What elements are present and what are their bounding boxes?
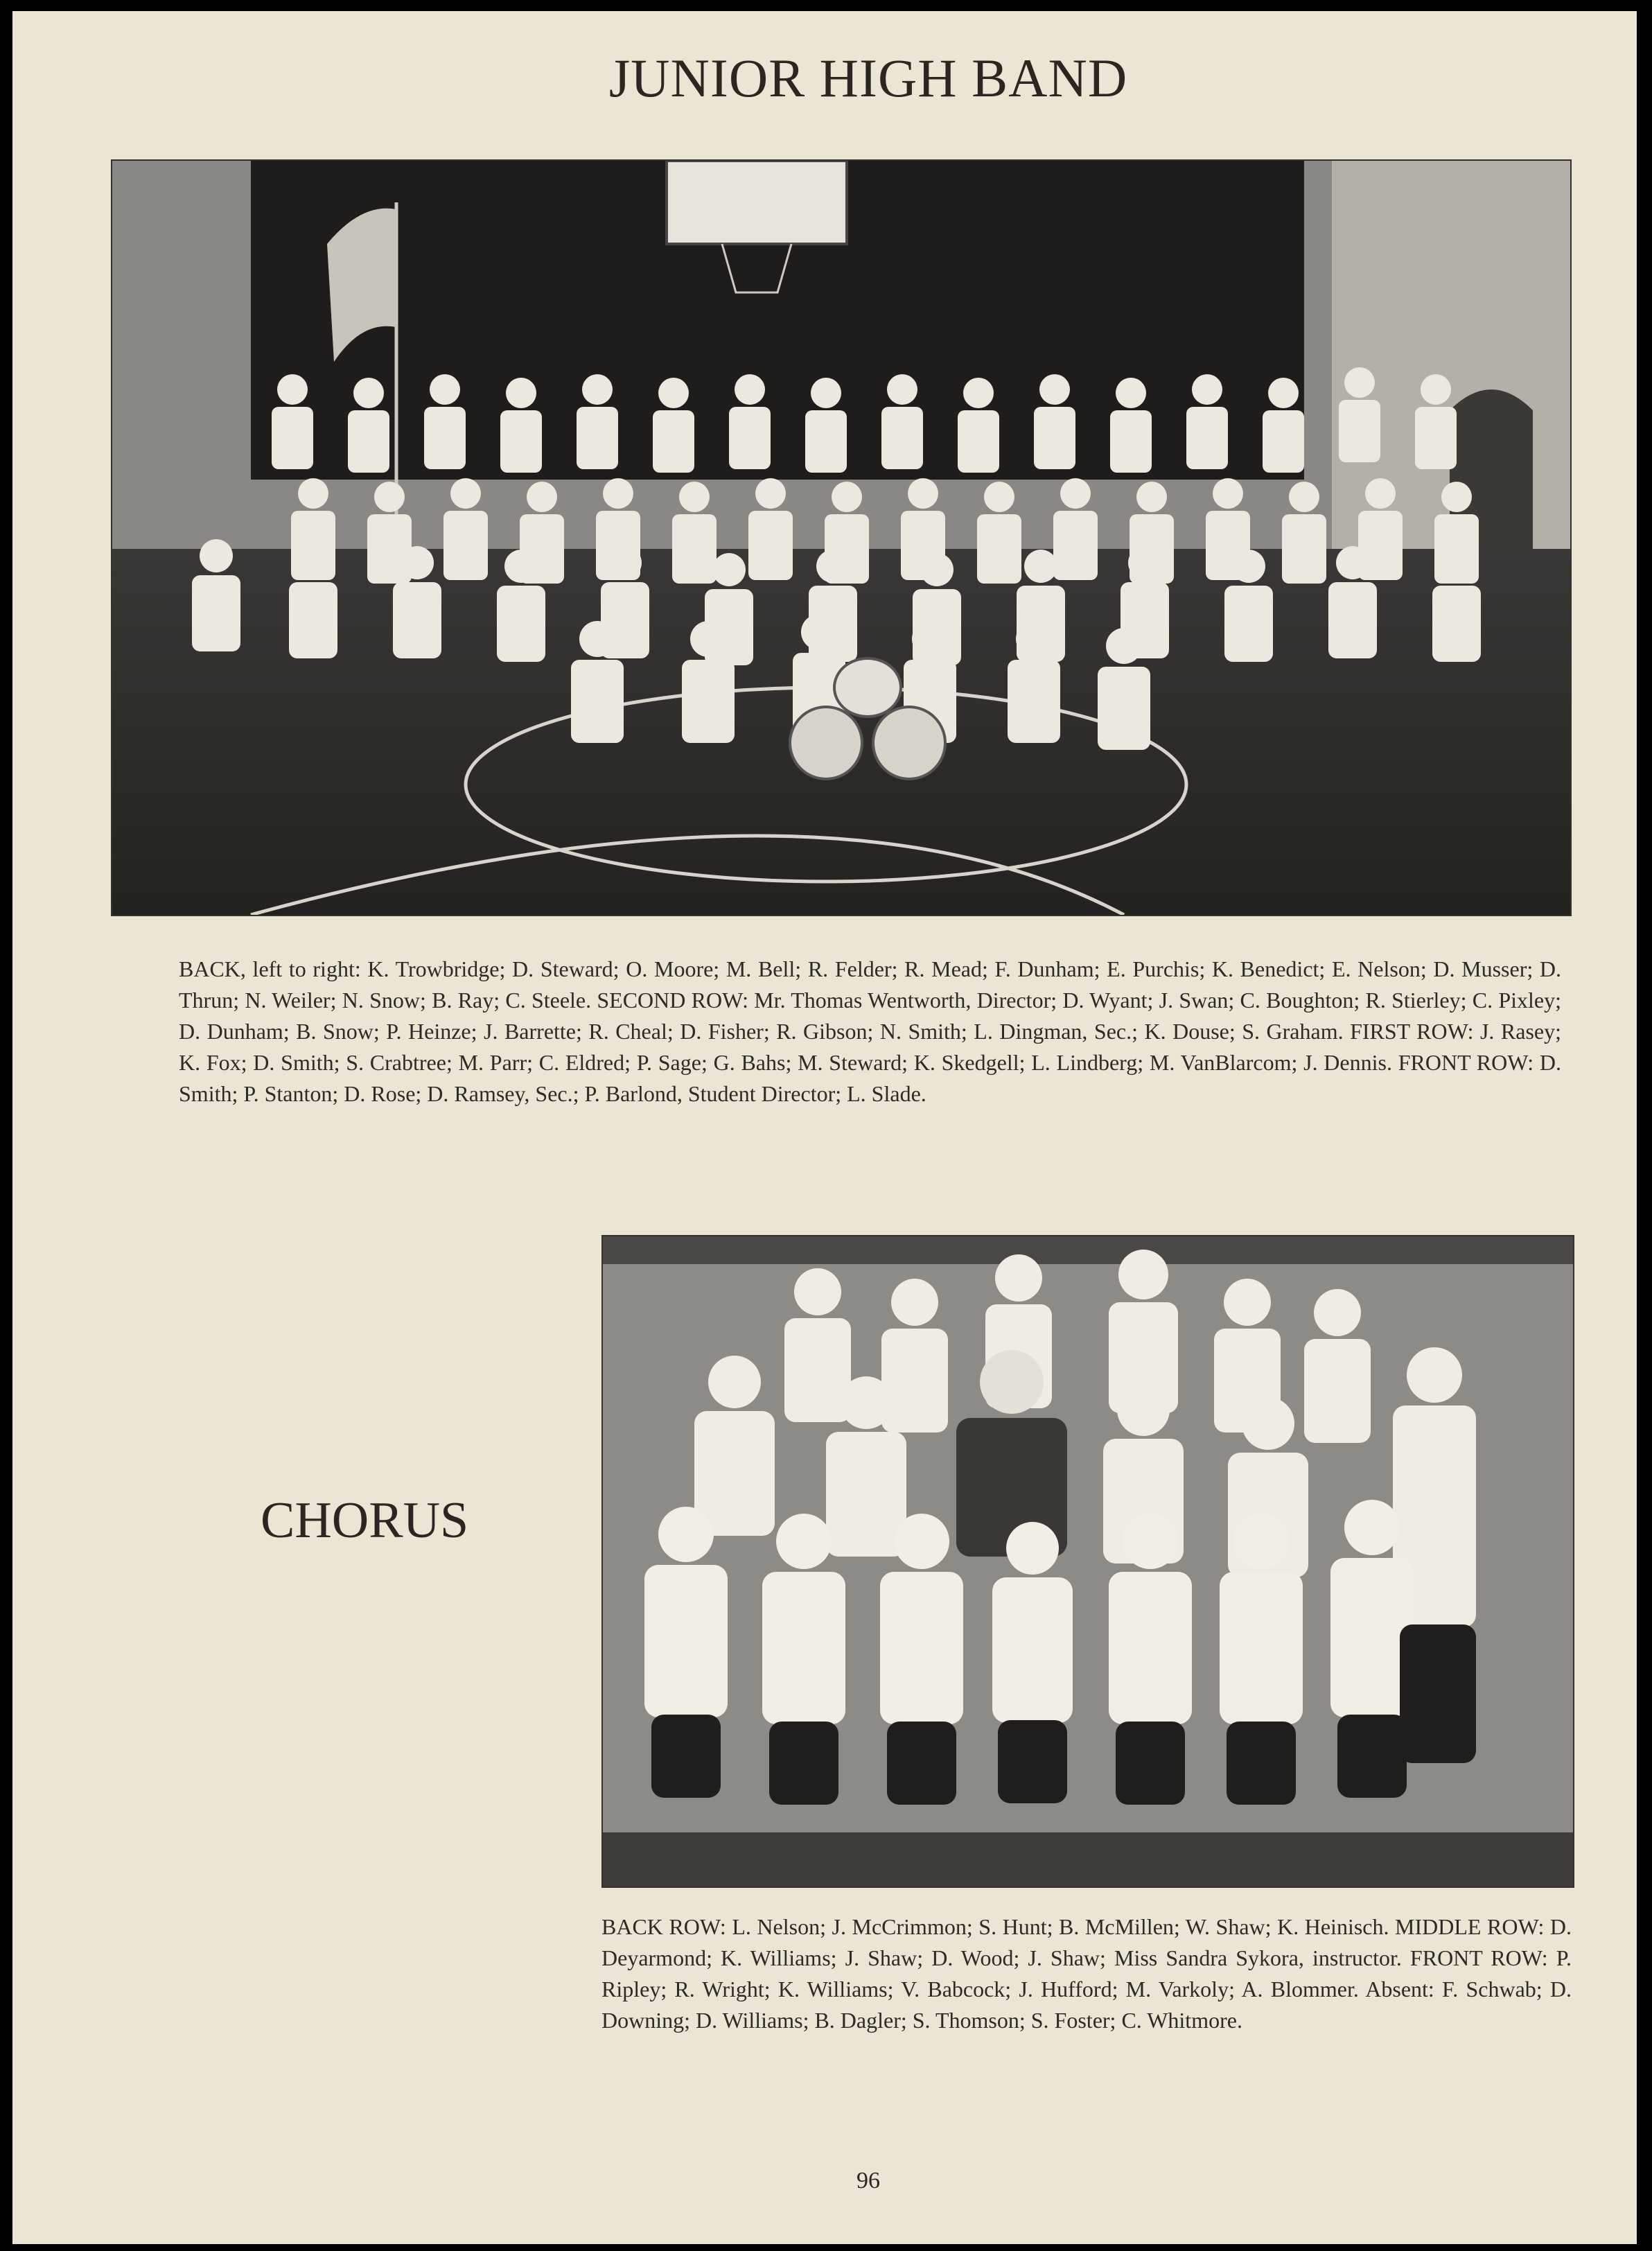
chorus-title: CHORUS — [261, 1492, 469, 1549]
chorus-caption: BACK ROW: L. Nelson; J. McCrimmon; S. Hunt; B. McMillen; W. Shaw; K. Heinisch. MIDDLE ROW: D. Deyarmond; K. Williams; J. Shaw; D. Wood; J. Shaw; Miss Sandra Sykora, instructor. FRONT ROW: P. Ripley; R. Wright; K. Williams; V. Babcock; J. Hufford; M. Varkoly; A. Blommer. Absent: F. Schwab; D. Downing; D. Williams; B. Dagler; S. Thomson; S. Foster; C. Whitmore. — [601, 1914, 1572, 2033]
band-photo-image — [112, 161, 1570, 915]
page-number: 96 — [856, 2168, 880, 2193]
band-caption: BACK, left to right: K. Trowbridge; D. Steward; O. Moore; M. Bell; R. Felder; R. Mead; F. Dunham; E. Purchis; K. Benedict; E. Nelson; D. Musser; D. Thrun; N. Weiler; N. Snow; B. Ray; C. Steele. SECOND ROW: Mr. Thomas Wentworth, Director; D. Wyant; J. Swan; C. Boughton; R. Stierley; C. Pixley; D. Dunham; B. Snow; P. Heinze; J. Barrette; R. Cheal; D. Fisher; R. Gibson; N. Smith; L. Dingman, Sec.; K. Douse; S. Graham. FIRST ROW: J. Rasey; K. Fox; D. Smith; S. Crabtree; M. Parr; C. Eldred; P. Sage; G. Bahs; M. Steward; K. Skedgell; L. Lindberg; M. VanBlarcom; J. Dennis. FRONT ROW: D. Smith; P. Stanton; D. Rose; D. Ramsey, Sec.; P. Barlond, Student Director; L. Slade. — [179, 956, 1561, 1106]
chorus-photo-image — [603, 1236, 1573, 1886]
page-title: JUNIOR HIGH BAND — [608, 48, 1128, 108]
chorus-photo — [601, 1235, 1574, 1888]
yearbook-page — [12, 11, 1637, 2244]
band-photo — [111, 159, 1572, 916]
